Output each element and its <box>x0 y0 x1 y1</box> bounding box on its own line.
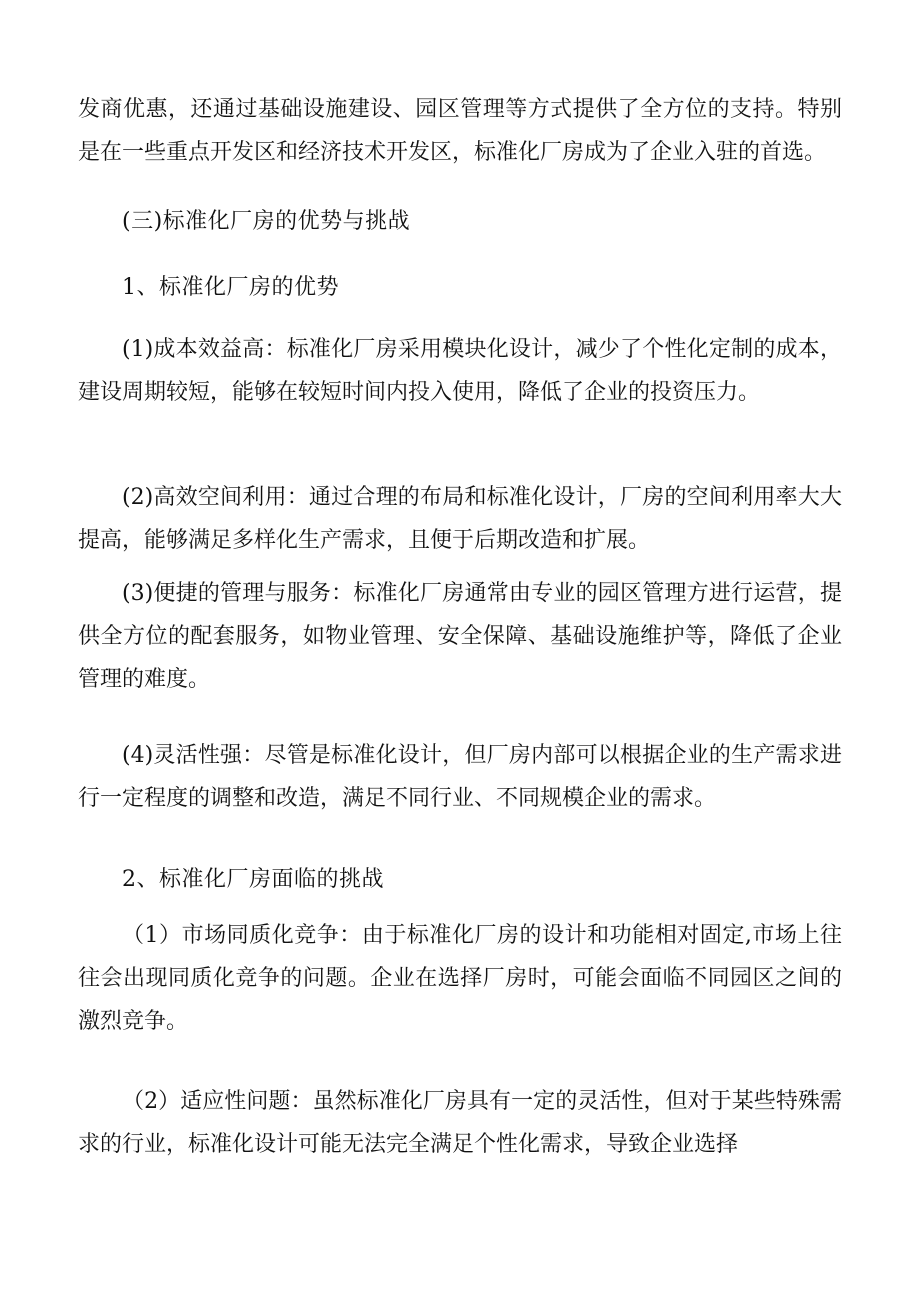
section-heading: (三)标准化厂房的优势与挑战 <box>122 209 411 234</box>
subsection-heading-challenges: 2、标准化厂房面临的挑战 <box>122 867 384 892</box>
paragraph-challenge-1: （1）市场同质化竞争：由于标准化厂房的设计和功能相对固定,市场上往往会出现同质化竞争的问题。企业在选择厂房时，可能会面临不同园区之间的激烈竞争。 <box>78 923 842 1034</box>
paragraph-advantage-1: (1)成本效益高：标准化厂房采用模块化设计，减少了个性化定制的成本，建设周期较短，能够在较短时间内投入使用，降低了企业的投资压力。 <box>78 337 842 405</box>
subsection-heading-advantages: 1、标准化厂房的优势 <box>122 275 339 300</box>
paragraph-continuation: 发商优惠，还通过基础设施建设、园区管理等方式提供了全方位的支持。特别是在一些重点开发区和经济技术开发区，标准化厂房成为了企业入驻的首选。 <box>78 97 842 165</box>
paragraph-advantage-2: (2)高效空间利用：通过合理的布局和标准化设计，厂房的空间利用率大大提高，能够满足多样化生产需求，且便于后期改造和扩展。 <box>78 485 842 553</box>
paragraph-advantage-3: (3)便捷的管理与服务：标准化厂房通常由专业的园区管理方进行运营，提供全方位的配套服务，如物业管理、安全保障、基础设施维护等，降低了企业管理的难度。 <box>78 581 842 692</box>
paragraph-advantage-4: (4)灵活性强：尽管是标准化设计，但厂房内部可以根据企业的生产需求进行一定程度的调整和改造，满足不同行业、不同规模企业的需求。 <box>78 743 842 811</box>
paragraph-challenge-2: （2）适应性问题：虽然标准化厂房具有一定的灵活性，但对于某些特殊需求的行业，标准化设计可能无法完全满足个性化需求，导致企业选择 <box>78 1089 842 1157</box>
